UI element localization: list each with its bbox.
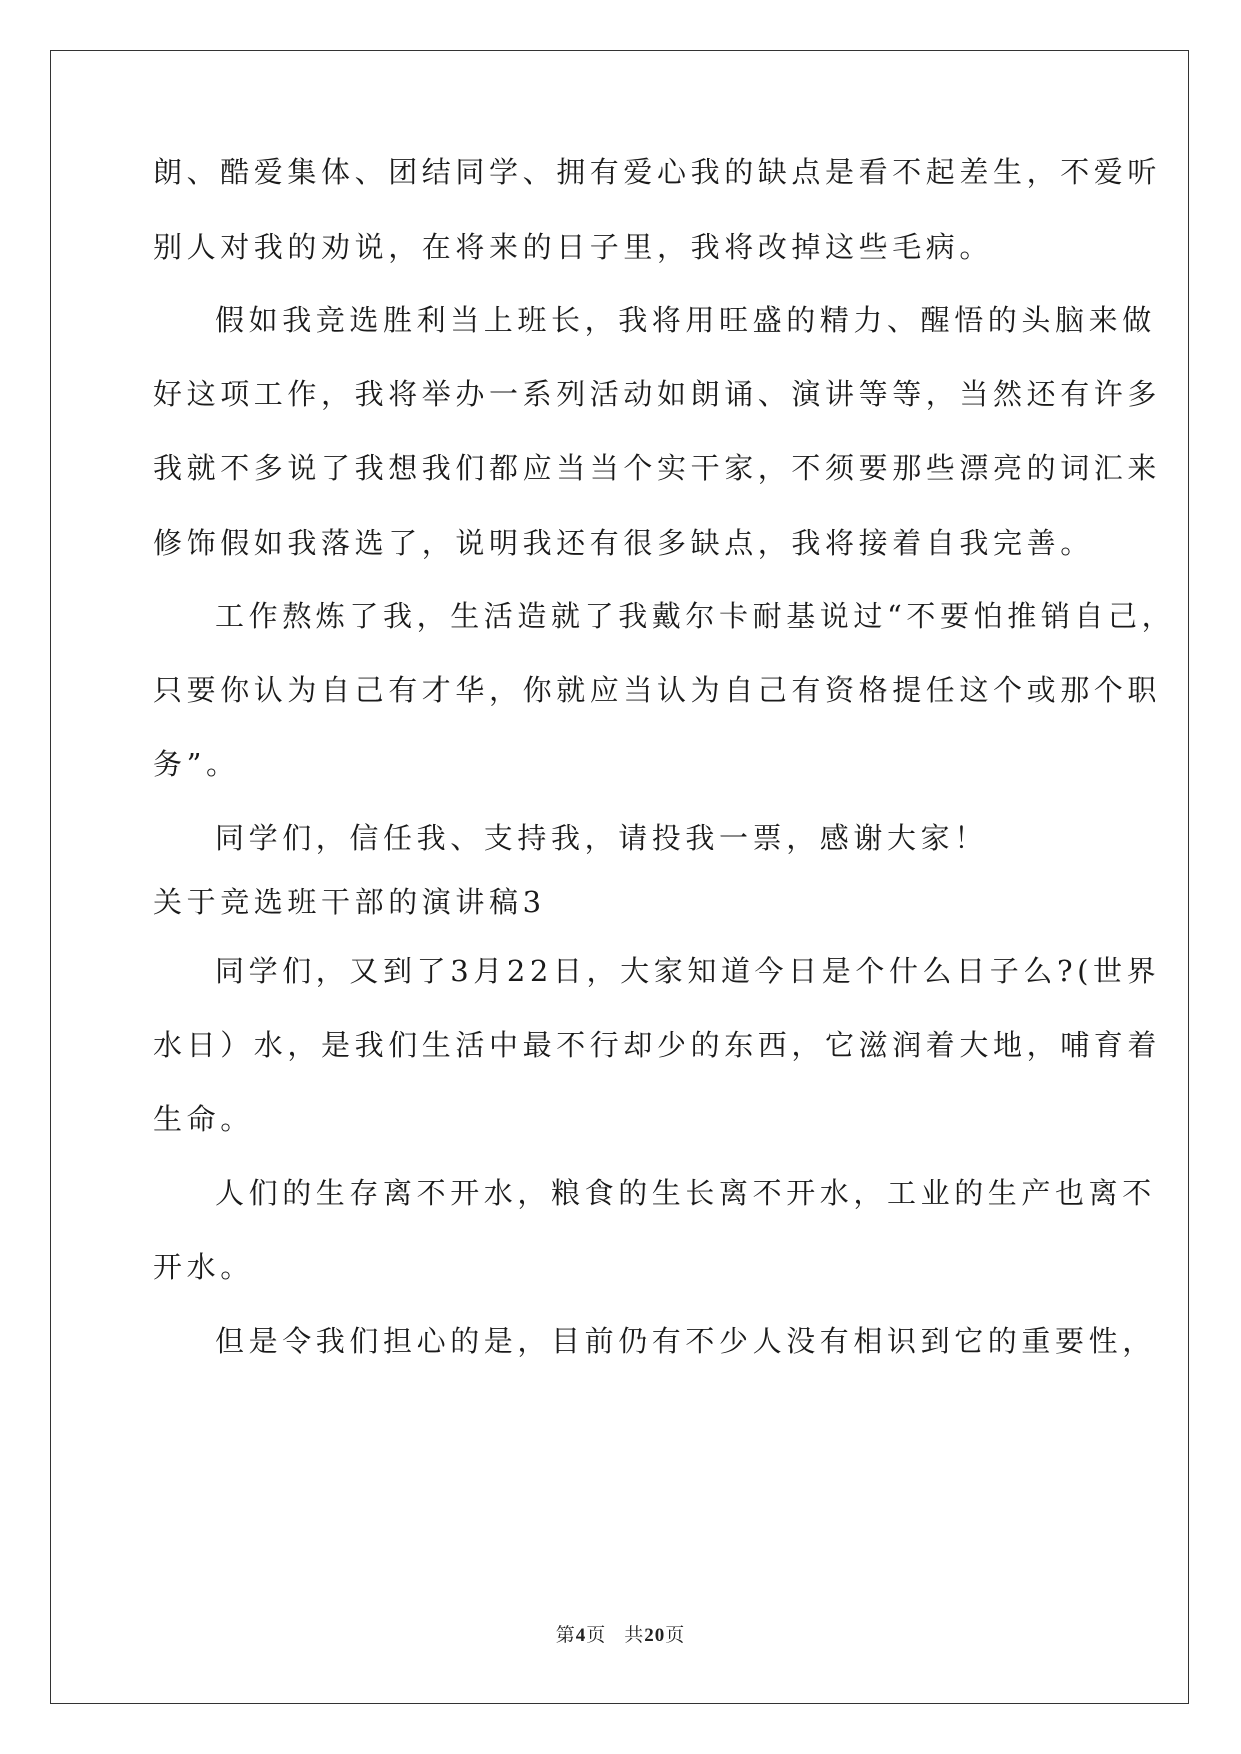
total-suffix: 页 [665,1624,686,1646]
page-number: 4 [575,1625,587,1646]
paragraph-line: 务”。 [153,747,240,781]
paragraph-line: 假如我竞选胜利当上班长，我将用旺盛的精力、醒悟的头脑来做 [215,303,1156,337]
total-pages: 20 [644,1625,666,1646]
section-heading: 关于竞选班干部的演讲稿3 [153,885,546,919]
paragraph-line: 同学们，又到了3月22日，大家知道今日是个什么日子么?(世界 [215,954,1161,988]
paragraph-line: 修饰假如我落选了，说明我还有很多缺点，我将接着自我完善。 [153,526,1094,560]
page-border [50,50,1189,1704]
page-suffix: 页 [586,1624,607,1646]
paragraph-line: 同学们，信任我、支持我，请投我一票，感谢大家！ [215,821,988,855]
paragraph-line: 开水。 [153,1250,254,1284]
paragraph-line: 我就不多说了我想我们都应当当个实干家，不须要那些漂亮的词汇来 [153,451,1162,485]
paragraph-line: 人们的生存离不开水，粮食的生长离不开水，工业的生产也离不 [215,1176,1156,1210]
paragraph-line: 别人对我的劝说，在将来的日子里，我将改掉这些毛病。 [153,230,994,264]
paragraph-line: 朗、酷爱集体、团结同学、拥有爱心我的缺点是看不起差生，不爱听 [153,155,1162,189]
paragraph-line: 但是令我们担心的是，目前仍有不少人没有相识到它的重要性， [215,1324,1156,1358]
paragraph-line: 工作熬炼了我，生活造就了我戴尔卡耐基说过“不要怕推销自己， [215,599,1176,633]
paragraph-line: 只要你认为自己有才华，你就应当认为自己有资格提任这个或那个职 [153,673,1162,707]
total-prefix: 共 [624,1624,645,1646]
paragraph-line: 水日）水，是我们生活中最不行却少的东西，它滋润着大地，哺育着 [153,1028,1162,1062]
page-footer [0,1620,1241,1647]
paragraph-line: 好这项工作，我将举办一系列活动如朗诵、演讲等等，当然还有许多 [153,377,1162,411]
page-prefix: 第 [555,1624,576,1646]
paragraph-line: 生命。 [153,1102,254,1136]
